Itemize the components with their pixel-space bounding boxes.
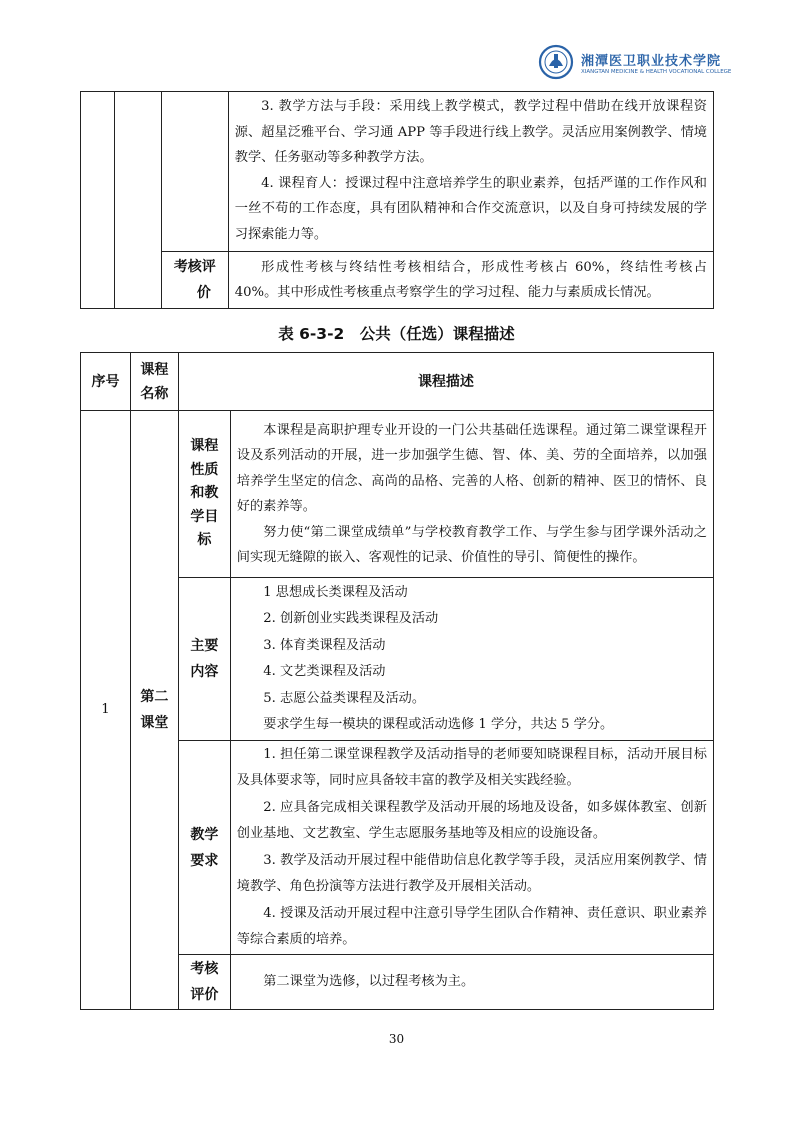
- prev-table: [80, 91, 714, 309]
- assess-label: 考核评 价: [161, 252, 228, 309]
- section-label-goals: 课程 性质 和教 学目 标: [178, 411, 230, 578]
- header-description: 课程描述: [178, 353, 713, 411]
- section-row: [81, 411, 714, 578]
- section-text-requirements: 1. 担任第二课堂课程教学及活动指导的老师要知晓课程目标，活动开展目标及具体要求等，同时应具备较丰富的教学及相关实践经验。 2. 应具备完成相关课程教学及活动开展的场地及设备，如多媒体教室、创新创业基地、文艺教室、学生志愿服务基地等及相应的设施设备。 3. 教学及活动开展过程中能借助信息化教学等手段，灵活应用案例教学、情境教学、角色扮演等方法进行教学及开展相关活动。 4. 授课及活动开展过程中注意引导学生团队合作精神、责任意识、职业素养等综合素质的培养。: [230, 741, 713, 955]
- methods-paragraph: 3. 教学方法与手段：采用线上教学模式，教学过程中借助在线开放课程资源、超星泛雅平台、学习通 APP 等手段进行线上教学。灵活应用案例教学、情境教学、任务驱动等多种教学方法。: [234, 99, 707, 165]
- prev-col-2: [114, 92, 161, 309]
- section-text-goals: 本课程是高职护理专业开设的一门公共基础任选课程。通过第二课堂课程开设及系列活动的开展，进一步加强学生德、智、体、美、劳的全面培养，以加强培养学生坚定的信念、高尚的品格、完善的人格、创新的精神、医卫的情怀、良好的素养等。 努力使“第二课堂成绩单”与学校教育教学工作、与学生参与团学课外活动之间实现无缝隙的嵌入、客观性的记录、价值性的导引、简便性的操作。: [230, 411, 713, 578]
- section-label-content: 主要 内容: [178, 578, 230, 741]
- college-name-en: XIANGTAN MEDICINE & HEALTH VOCATIONAL COLLEGE: [581, 69, 732, 75]
- row-number: 1: [81, 411, 131, 1010]
- college-emblem-icon: [538, 44, 578, 80]
- prev-content: [228, 92, 713, 252]
- section-text-assessment: 第二课堂为选修，以过程考核为主。: [230, 955, 713, 1010]
- course-name: 第二 课堂: [130, 411, 178, 1010]
- prev-label-empty: [161, 92, 228, 252]
- assess-text: 形成性考核与终结性考核相结合，形成性考核占 60%，终结性考核占 40%。其中形成性考核重点考察学生的学习过程、能力与素质成长情况。: [228, 252, 713, 309]
- section-label-requirements: 教学 要求: [178, 741, 230, 955]
- header-course-name: 课程 名称: [130, 353, 178, 411]
- section-label-assessment: 考核 评价: [178, 955, 230, 1010]
- header-no: 序号: [81, 353, 131, 411]
- page-number: 30: [388, 1032, 405, 1046]
- prev-col-1: [81, 92, 115, 309]
- college-name-cn: 湘潭医卫职业技术学院: [581, 54, 722, 69]
- table-title: 表 6-3-2 公共（任选）课程描述: [278, 325, 515, 343]
- section-text-content: 1 思想成长类课程及活动 2. 创新创业实践类课程及活动 3. 体育类课程及活动 4. 文艺类课程及活动 5. 志愿公益类课程及活动。 要求学生每一模块的课程或活动选修 1 学分，共达 5 学分。: [230, 578, 713, 741]
- ideology-paragraph: 4. 课程育人：授课过程中注意培养学生的职业素养，包括严谨的工作作风和一丝不苟的工作态度，具有团队精神和合作交流意识，以及自身可持续发展的学习探索能力等。: [234, 175, 707, 242]
- course-table: [80, 352, 714, 1010]
